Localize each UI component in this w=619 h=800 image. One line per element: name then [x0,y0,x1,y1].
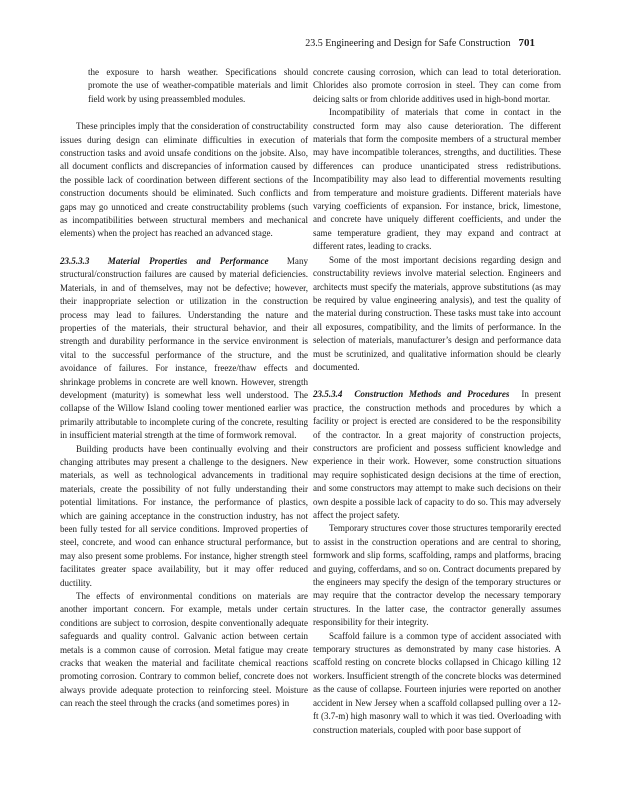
paragraph: Scaffold failure is a common type of accident associated with temporary structures as demonstrated by many case histories. A scaffold resting on concrete blocks collapsed in Chicago killing 12 workers. Insufficient strength of the concrete blocks was determined as the cause of collapse. Fourteen injuries were reported on another accident in New Jersey when a scaffold collapsed pulling over a 12-ft (3.7-m) high masonry wall to which it was tied. Overloading with construction materials, coupled with poor base support of [313,630,561,735]
section-text: In present practice, the construction methods and procedures by which a facility or project is erected are considered to be the responsibility of the contractor. In a great majority of construction projects, constructors are proficient and possess sufficient knowledge and experience in their work. However, some construction situations may require sophisticated design decisions at the time of erection, and some constructors may attempt to make such decisions on their own despite a possible lack of capacity to do so. This may adversely affect the project safety. [313,389,561,520]
section-text: Many structural/construction failures are caused by material deficiencies. Materials, in and of themselves, may not be defective; however, their inappropriate selection or utilization in the construction process may lead to failures. Understanding the nature and properties of the materials, their structural behavior, and their strength and durability performance in the service environment is vital to the successful performance of the structure, and the avoidance of failures. For instance, freeze/thaw effects and shrinkage problems in concrete are well known. However, strength development (maturity) is somewhat less well understood. The collapse of the Willow Island cooling tower mentioned earlier was primarily attributable to incomplete curing of the concrete, resulting in insufficient material strength at the time of formwork removal. [60,255,308,441]
section-number: 23.5.3.3 [60,255,90,266]
section-heading: Construction Methods and Procedures [354,389,510,400]
section-running-title: 23.5 Engineering and Design for Safe Construction [305,38,511,49]
paragraph: These principles imply that the consideration of constructability issues during design can eliminate difficulties in execution of construction tasks and avoid unsafe conditions on the jobsite. Also, all document conflicts and discrepancies of information caused by the possible lack of coordination between different sections of the construction documents should be eliminated. Such conflicts and gaps may go unnoticed and create constructability problems (such as incompatibilities between structural members and mechanical elements) when the project has reached an advanced stage. [60,121,308,239]
paragraph: Building products have been continually evolving and their changing attributes may present a challenge to the designers. New materials, as well as technological advancements in traditional materials, create the possibility of not fully understanding their potential limitations. For instance, the performance of plastics, which are gaining acceptance in the construction industry, has not been fully tested for all service conditions. Improved properties of steel, concrete, and wood can enhance structural performance, but may also present some problems. For instance, higher strength steel facilitates greater space availability, but it may offer reduced ductility. [60,443,308,588]
bullet-continuation: the exposure to harsh weather. Specifications should promote the use of weather-compatible materials and limit field work by using preassembled modules. [88,67,308,104]
paragraph-continuation: concrete causing corrosion, which can lead to total deterioration. Chlorides also promote corrosion in steel. They can come from deicing salts or from chloride additives used in high-bond mortar. [313,67,561,104]
paragraph: The effects of environmental conditions on materials are another important concern. For example, metals under certain conditions are subject to corrosion, despite conventionally adequate safeguards and quality control. Galvanic action between certain metals is a common cause of corrosion. Metal fatigue may create cracks that weaken the material and facilitate chemical reactions promoting corrosion. Contrary to common belief, concrete does not always provide adequate protection to reinforcing steel. Moisture can reach the steel through the cracks (and sometimes pores) in [60,591,308,709]
left-column [60,66,308,711]
section-heading: Material Properties and Performance [107,255,269,266]
page-number: 701 [518,37,535,49]
paragraph: Temporary structures cover those structures temporarily erected to assist in the construction operations and are central to shoring, formwork and slip forms, scaffolding, ramps and platforms, bracing and guying, cofferdams, and so on. Contract documents prepared by the engineers may specify the design of the temporary structures or may require that the contractor develop the necessary temporary structures. In the latter case, the contractor generally assumes responsibility for their integrity. [313,523,561,628]
section-number: 23.5.3.4 [313,389,343,400]
paragraph: Incompatibility of materials that come in contact in the constructed form may also cause deterioration. The different materials that form the composite members of a structural member may have incompatible tolerances, strengths, and ductilities. These differences can produce unanticipated stress redistributions. Incompatibility may also lead to differential movements resulting from temperature and moisture gradients. Different materials have varying coefficients of expansion. For instance, brick, limestone, and concrete have uniquely different coefficients, and under the same temperature gradient, they may expand and contract at different rates, leading to cracks. [313,107,561,252]
section-paragraph [60,255,308,443]
section-paragraph [313,388,561,522]
paragraph: Some of the most important decisions regarding design and constructability reviews involve material selection. Engineers and architects must specify the materials, approve substitutions (as may be required by value engineering analysis), and test the quality of the material during construction. These tasks must take into account all exposures, compatibility, and the limits of performance. In the selection of materials, manufacturer’s design and performance data must be scrutinized, and qualitative information should be clearly documented. [313,254,561,372]
right-column [313,66,561,737]
running-header [305,37,535,49]
